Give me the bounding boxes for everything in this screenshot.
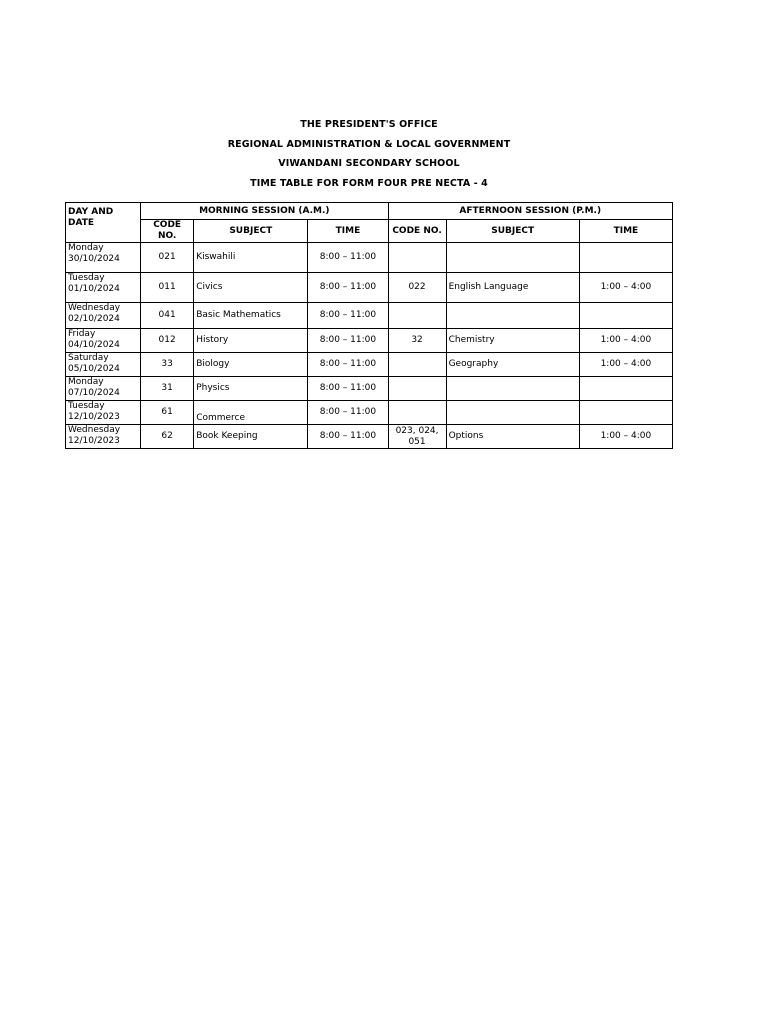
pm-subject-cell: English Language (446, 273, 579, 303)
pm-code-cell (388, 377, 446, 401)
header-school: VIWANDANI SECONDARY SCHOOL (278, 158, 460, 169)
day-cell: Friday 04/10/2024 (66, 329, 141, 353)
am-code-header: CODE NO. (141, 220, 194, 243)
day-cell: Monday 07/10/2024 (66, 377, 141, 401)
pm-code-header: CODE NO. (388, 220, 446, 243)
table-row (66, 329, 673, 353)
day-date-header: DAY AND DATE (66, 203, 141, 243)
pm-time-cell (579, 243, 672, 273)
pm-subject-cell (446, 401, 579, 425)
pm-time-cell: 1:00 – 4:00 (579, 425, 672, 449)
timetable (65, 202, 673, 449)
pm-time-cell: 1:00 – 4:00 (579, 273, 672, 303)
pm-code-cell: 32 (388, 329, 446, 353)
table-row (66, 425, 673, 449)
am-time-cell: 8:00 – 11:00 (308, 273, 388, 303)
pm-code-cell (388, 353, 446, 377)
pm-time-cell (579, 377, 672, 401)
am-subject-cell: Commerce (194, 401, 308, 425)
table-row (66, 401, 673, 425)
am-code-cell: 011 (141, 273, 194, 303)
day-cell: Saturday 05/10/2024 (66, 353, 141, 377)
am-subject-cell: Basic Mathematics (194, 303, 308, 329)
header-region: REGIONAL ADMINISTRATION & LOCAL GOVERNMENT (227, 139, 511, 150)
am-time-cell: 8:00 – 11:00 (308, 353, 388, 377)
pm-subject-cell: Chemistry (446, 329, 579, 353)
pm-subject-cell: Geography (446, 353, 579, 377)
pm-subject-cell (446, 243, 579, 273)
am-code-cell: 012 (141, 329, 194, 353)
am-subject-cell: History (194, 329, 308, 353)
am-time-cell: 8:00 – 11:00 (308, 243, 388, 273)
pm-code-cell: 022 (388, 273, 446, 303)
table-row (66, 243, 673, 273)
am-time-header: TIME (308, 220, 388, 243)
am-subject-header: SUBJECT (194, 220, 308, 243)
pm-time-cell (579, 401, 672, 425)
day-cell: Tuesday 01/10/2024 (66, 273, 141, 303)
am-time-cell: 8:00 – 11:00 (308, 303, 388, 329)
header-timetable-title: TIME TABLE FOR FORM FOUR PRE NECTA - 4 (250, 178, 488, 189)
am-subject-cell: Civics (194, 273, 308, 303)
morning-session-header: MORNING SESSION (A.M.) (141, 203, 388, 220)
am-subject-cell: Book Keeping (194, 425, 308, 449)
am-time-cell: 8:00 – 11:00 (308, 329, 388, 353)
day-cell: Wednesday 02/10/2024 (66, 303, 141, 329)
am-time-cell: 8:00 – 11:00 (308, 377, 388, 401)
pm-subject-header: SUBJECT (446, 220, 579, 243)
table-row (66, 377, 673, 401)
header-office: THE PRESIDENT'S OFFICE (300, 119, 438, 130)
afternoon-session-header: AFTERNOON SESSION (P.M.) (388, 203, 673, 220)
am-time-cell: 8:00 – 11:00 (308, 401, 388, 425)
day-cell: Monday 30/10/2024 (66, 243, 141, 273)
table-row (66, 273, 673, 303)
pm-code-cell (388, 401, 446, 425)
am-subject-cell: Biology (194, 353, 308, 377)
am-subject-cell: Physics (194, 377, 308, 401)
pm-subject-cell (446, 377, 579, 401)
am-code-cell: 31 (141, 377, 194, 401)
table-row (66, 353, 673, 377)
pm-subject-cell: Options (446, 425, 579, 449)
pm-time-cell (579, 303, 672, 329)
am-code-cell: 62 (141, 425, 194, 449)
day-cell: Wednesday 12/10/2023 (66, 425, 141, 449)
am-code-cell: 021 (141, 243, 194, 273)
am-code-cell: 61 (141, 401, 194, 425)
day-cell: Tuesday 12/10/2023 (66, 401, 141, 425)
am-code-cell: 041 (141, 303, 194, 329)
pm-subject-cell (446, 303, 579, 329)
pm-code-cell (388, 303, 446, 329)
table-row (66, 303, 673, 329)
pm-code-cell: 023, 024, 051 (388, 425, 446, 449)
am-subject-cell: Kiswahili (194, 243, 308, 273)
pm-time-header: TIME (579, 220, 672, 243)
pm-time-cell: 1:00 – 4:00 (579, 329, 672, 353)
pm-code-cell (388, 243, 446, 273)
am-code-cell: 33 (141, 353, 194, 377)
pm-time-cell: 1:00 – 4:00 (579, 353, 672, 377)
am-time-cell: 8:00 – 11:00 (308, 425, 388, 449)
